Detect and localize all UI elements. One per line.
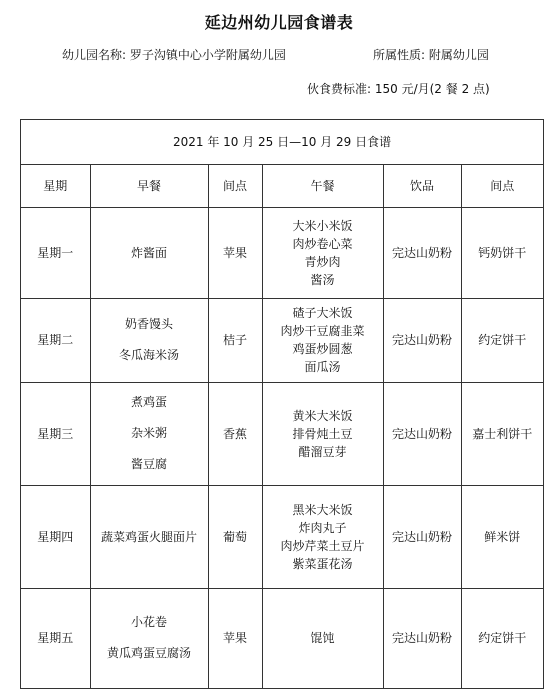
day-cell: 星期五 bbox=[21, 588, 90, 688]
drink-cell: 完达山奶粉 bbox=[383, 382, 461, 485]
drink-cell: 完达山奶粉 bbox=[383, 207, 461, 298]
header-row bbox=[21, 164, 543, 207]
snack-cell: 钙奶饼干 bbox=[461, 207, 543, 298]
lunch-cell bbox=[262, 485, 383, 588]
drink-cell: 完达山奶粉 bbox=[383, 298, 461, 382]
breakfast-item: 黄瓜鸡蛋豆腐汤 bbox=[106, 646, 191, 660]
day-cell: 星期三 bbox=[21, 382, 90, 485]
header-cell: 星期 bbox=[21, 164, 90, 207]
breakfast-cell bbox=[90, 207, 208, 298]
breakfast-item: 杂米粥 bbox=[130, 425, 167, 440]
snack-cell: 香蕉 bbox=[208, 382, 262, 485]
table-row bbox=[21, 207, 543, 298]
breakfast-cell bbox=[90, 588, 208, 688]
day-cell: 星期一 bbox=[21, 207, 90, 298]
lunch-item: 黑米大米饭 bbox=[292, 502, 353, 517]
breakfast-item: 小花卷 bbox=[130, 614, 167, 629]
lunch-item: 紫菜蛋花汤 bbox=[292, 556, 353, 571]
lunch-item: 肉炒卷心菜 bbox=[292, 236, 353, 251]
breakfast-item: 奶香馒头 bbox=[124, 316, 173, 331]
school-name: 幼儿园名称: 罗子沟镇中心小学附属幼儿园 bbox=[62, 48, 286, 62]
lunch-item: 肉炒干豆腐韭菜 bbox=[280, 324, 365, 338]
header-cell: 间点 bbox=[208, 164, 262, 207]
lunch-item: 大米小米饭 bbox=[292, 218, 353, 233]
header-cell: 饮品 bbox=[383, 164, 461, 207]
breakfast-item: 煮鸡蛋 bbox=[130, 394, 167, 409]
lunch-item: 鸡蛋炒圆葱 bbox=[292, 342, 353, 356]
menu-table-frame bbox=[20, 119, 544, 689]
snack-cell: 约定饼干 bbox=[461, 298, 543, 382]
snack-cell: 葡萄 bbox=[208, 485, 262, 588]
snack-cell: 鲜米饼 bbox=[461, 485, 543, 588]
lunch-cell bbox=[262, 298, 383, 382]
snack-cell: 桔子 bbox=[208, 298, 262, 382]
breakfast-cell bbox=[90, 298, 208, 382]
header-cell: 早餐 bbox=[90, 164, 208, 207]
header-cell: 午餐 bbox=[262, 164, 383, 207]
lunch-item: 排骨炖土豆 bbox=[292, 426, 353, 441]
breakfast-item: 冬瓜海米汤 bbox=[118, 348, 179, 362]
snack-cell: 苹果 bbox=[208, 588, 262, 688]
snack-cell: 嘉士利饼干 bbox=[461, 382, 543, 485]
day-cell: 星期四 bbox=[21, 485, 90, 588]
document-title: 延边州幼儿园食谱表 bbox=[204, 13, 354, 32]
lunch-item: 酱汤 bbox=[310, 272, 335, 287]
lunch-item: 肉炒芹菜土豆片 bbox=[280, 538, 365, 553]
table-row bbox=[21, 485, 543, 588]
lunch-cell bbox=[262, 207, 383, 298]
menu-period: 2021 年 10 月 25 日—10 月 29 日食谱 bbox=[21, 120, 543, 164]
menu-table bbox=[21, 120, 543, 689]
school-type: 所属性质: 附属幼儿园 bbox=[373, 48, 489, 62]
drink-cell: 完达山奶粉 bbox=[383, 485, 461, 588]
snack-cell: 苹果 bbox=[208, 207, 262, 298]
lunch-item: 面瓜汤 bbox=[304, 360, 341, 374]
table-row bbox=[21, 588, 543, 688]
lunch-cell bbox=[262, 382, 383, 485]
snack-cell: 约定饼干 bbox=[461, 588, 543, 688]
lunch-item: 碴子大米饭 bbox=[292, 306, 353, 320]
period-row bbox=[21, 120, 543, 164]
lunch-cell bbox=[262, 588, 383, 688]
table-row bbox=[21, 298, 543, 382]
breakfast-item: 酱豆腐 bbox=[130, 457, 167, 472]
header-cell: 间点 bbox=[461, 164, 543, 207]
breakfast-item: 蔬菜鸡蛋火腿面片 bbox=[100, 529, 197, 544]
lunch-item: 黄米大米饭 bbox=[292, 408, 353, 423]
breakfast-cell bbox=[90, 485, 208, 588]
lunch-item: 炸肉丸子 bbox=[298, 520, 347, 535]
lunch-item: 醋溜豆芽 bbox=[298, 444, 347, 459]
day-cell: 星期二 bbox=[21, 298, 90, 382]
breakfast-cell bbox=[90, 382, 208, 485]
meal-fee: 伙食费标准: 150 元/月(2 餐 2 点) bbox=[307, 82, 490, 96]
breakfast-item: 炸酱面 bbox=[130, 245, 167, 260]
table-row bbox=[21, 382, 543, 485]
drink-cell: 完达山奶粉 bbox=[383, 588, 461, 688]
lunch-item: 青炒肉 bbox=[304, 254, 341, 269]
lunch-item: 馄饨 bbox=[310, 631, 335, 645]
